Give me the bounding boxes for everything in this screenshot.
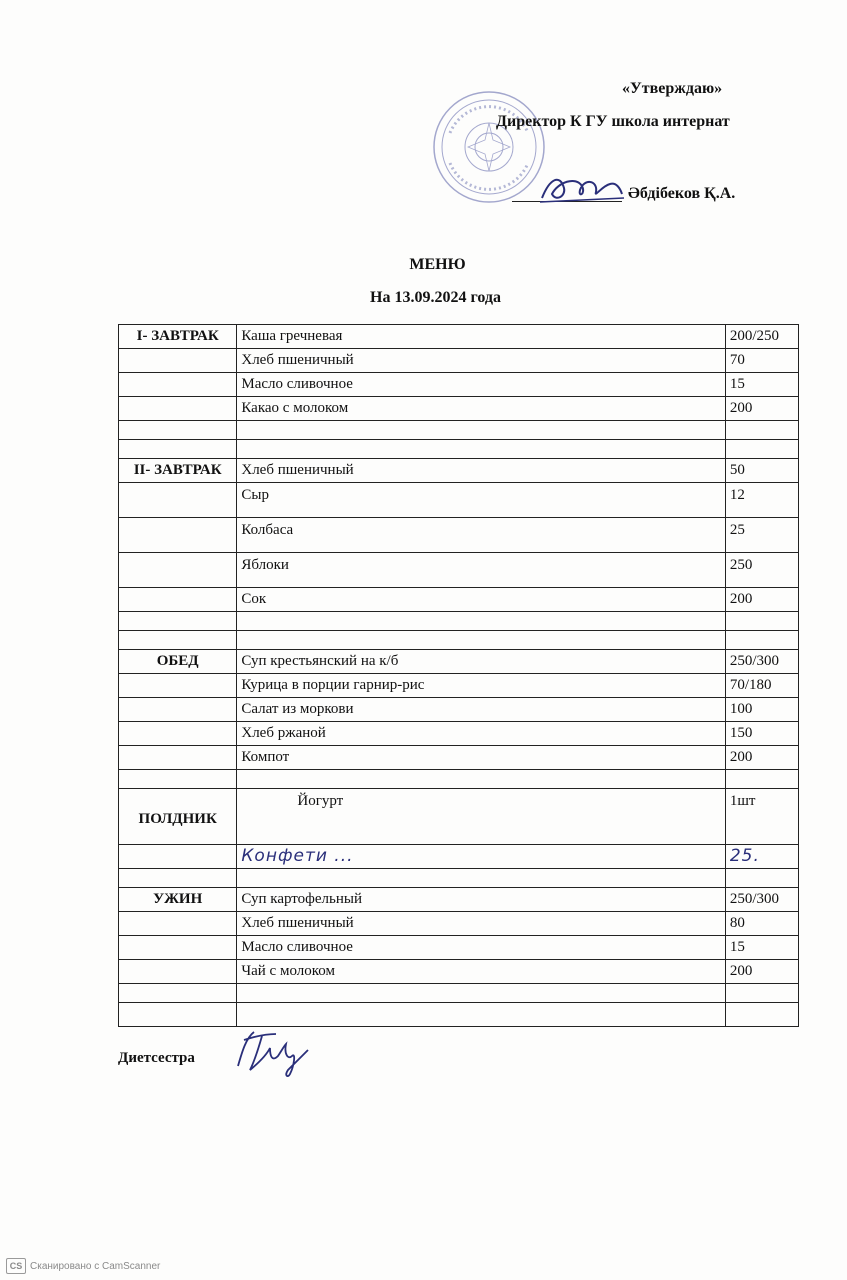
meal-label-snack: ПОЛДНИК [138, 811, 217, 827]
table-row [119, 397, 799, 421]
table-row [119, 698, 799, 722]
meal-cell-empty [119, 912, 237, 936]
meal-cell-empty [119, 588, 237, 612]
dietitian-label: Диетсестра [118, 1050, 195, 1066]
table-row [119, 674, 799, 698]
meal-cell-snack [119, 789, 237, 845]
meal-cell-empty [119, 698, 237, 722]
qty-cell: 200/250 [725, 325, 798, 349]
table-row [119, 888, 799, 912]
qty-cell [725, 845, 798, 869]
handwritten-qty: 25. [729, 846, 760, 866]
qty-cell: 80 [725, 912, 798, 936]
qty-cell: 70 [725, 349, 798, 373]
table-row [119, 553, 799, 588]
dish-cell: Сок [237, 588, 725, 612]
table-row [119, 722, 799, 746]
scanner-text: Сканировано с CamScanner [30, 1260, 161, 1272]
table-row-empty [119, 612, 799, 631]
approval-director: Директор К ГУ школа интернат [496, 113, 730, 130]
qty-cell: 250 [725, 553, 798, 588]
table-row [119, 373, 799, 397]
qty-cell: 70/180 [725, 674, 798, 698]
qty-cell: 200 [725, 960, 798, 984]
dish-cell: Компот [237, 746, 725, 770]
qty-cell: 15 [725, 373, 798, 397]
qty-cell: 250/300 [725, 650, 798, 674]
table-row-empty [119, 440, 799, 459]
qty-cell: 200 [725, 588, 798, 612]
table-row [119, 349, 799, 373]
dish-cell: Чай с молоком [237, 960, 725, 984]
handwritten-dish: Конфети ... [241, 846, 354, 866]
director-signature [536, 168, 626, 210]
meal-label-breakfast1: I- ЗАВТРАК [119, 325, 237, 349]
meal-cell-empty [119, 960, 237, 984]
table-row [119, 936, 799, 960]
dish-cell: Хлеб пшеничный [237, 459, 725, 483]
meal-cell-empty [119, 553, 237, 588]
dish-cell [237, 845, 725, 869]
meal-label-breakfast2: II- ЗАВТРАК [119, 459, 237, 483]
dish-cell: Яблоки [237, 553, 725, 588]
table-row [119, 746, 799, 770]
table-row [119, 459, 799, 483]
approval-title: «Утверждаю» [622, 80, 723, 97]
table-row [119, 588, 799, 612]
table-row-empty [119, 1003, 799, 1027]
table-row-empty [119, 869, 799, 888]
qty-cell: 12 [725, 483, 798, 518]
dish-cell: Курица в порции гарнир-рис [237, 674, 725, 698]
meal-cell-empty [119, 746, 237, 770]
dish-cell: Какао с молоком [237, 397, 725, 421]
qty-cell: 200 [725, 746, 798, 770]
dish-cell: Йогурт [237, 789, 725, 845]
dish-cell: Сыр [237, 483, 725, 518]
meal-cell-empty [119, 722, 237, 746]
qty-cell: 150 [725, 722, 798, 746]
meal-cell-empty [119, 845, 237, 869]
dish-cell: Салат из моркови [237, 698, 725, 722]
document-date: На 13.09.2024 года [370, 289, 501, 306]
meal-cell-empty [119, 674, 237, 698]
qty-cell: 1шт [725, 789, 798, 845]
qty-cell: 250/300 [725, 888, 798, 912]
table-row [119, 518, 799, 553]
official-stamp [430, 88, 548, 206]
qty-cell: 25 [725, 518, 798, 553]
table-row [119, 483, 799, 518]
meal-label-dinner: УЖИН [119, 888, 237, 912]
meal-label-lunch: ОБЕД [119, 650, 237, 674]
dietitian-signature [232, 1026, 312, 1078]
dish-cell: Масло сливочное [237, 373, 725, 397]
qty-cell: 50 [725, 459, 798, 483]
table-row [119, 960, 799, 984]
scanner-watermark [6, 1258, 160, 1274]
qty-cell: 200 [725, 397, 798, 421]
dish-cell: Хлеб пшеничный [237, 912, 725, 936]
meal-cell-empty [119, 349, 237, 373]
table-row [119, 650, 799, 674]
document-title: МЕНЮ [409, 256, 466, 273]
dish-cell: Каша гречневая [237, 325, 725, 349]
table-row-empty [119, 984, 799, 1003]
meal-cell-empty [119, 373, 237, 397]
dish-cell: Колбаса [237, 518, 725, 553]
meal-cell-empty [119, 397, 237, 421]
qty-cell: 15 [725, 936, 798, 960]
meal-cell-empty [119, 483, 237, 518]
table-row-empty [119, 631, 799, 650]
dish-cell: Суп картофельный [237, 888, 725, 912]
table-row-empty [119, 421, 799, 440]
dish-cell: Суп крестьянский на к/б [237, 650, 725, 674]
table-row [119, 325, 799, 349]
approval-name: Әбдібеков Қ.А. [628, 185, 736, 202]
table-row-empty [119, 770, 799, 789]
dish-cell: Хлеб пшеничный [237, 349, 725, 373]
dish-cell: Хлеб ржаной [237, 722, 725, 746]
meal-cell-empty [119, 518, 237, 553]
meal-cell-empty [119, 936, 237, 960]
table-row [119, 845, 799, 869]
camscanner-logo-icon: CS [6, 1258, 26, 1274]
menu-table [118, 324, 799, 1027]
approval-block [430, 70, 830, 230]
table-row [119, 789, 799, 845]
dish-cell: Масло сливочное [237, 936, 725, 960]
table-row [119, 912, 799, 936]
qty-cell: 100 [725, 698, 798, 722]
